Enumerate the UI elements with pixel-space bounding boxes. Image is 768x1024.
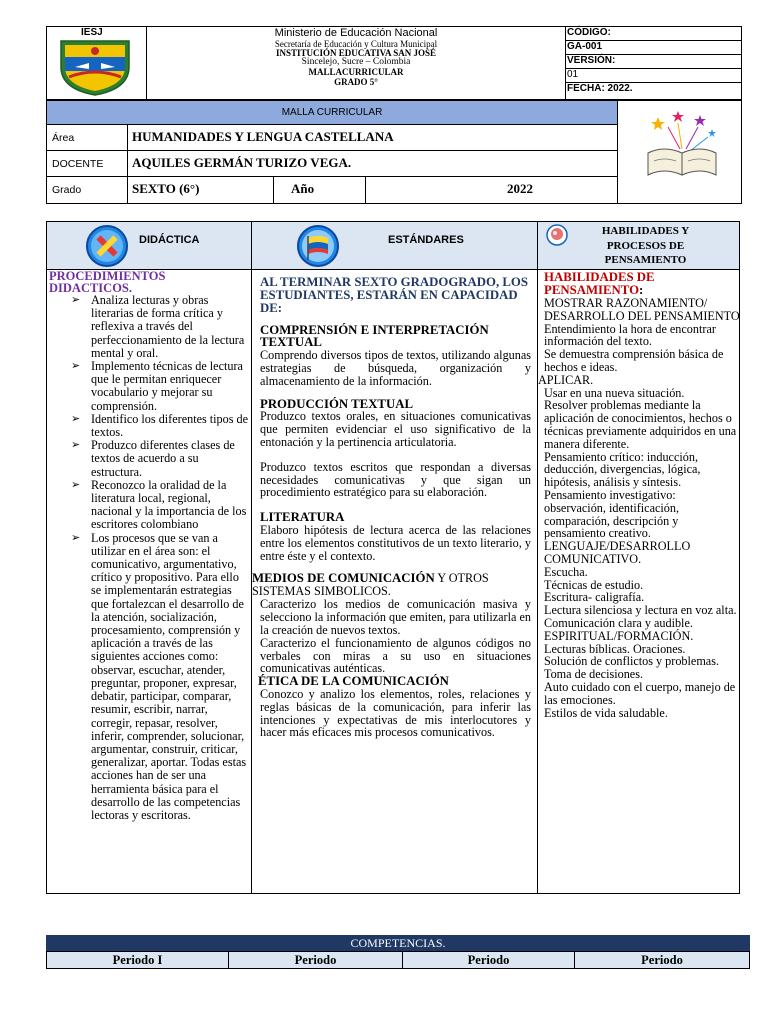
hab-line: ESPIRITUAL/FORMACIÓN. — [544, 628, 694, 643]
malla-title: MALLA CURRICULAR — [46, 100, 618, 125]
didactica-list — [47, 294, 251, 822]
habilidades-title: HABILIDADES Y PROCESOS DE PENSAMIENTO — [601, 225, 690, 266]
list-item: ➢ Identifico los diferentes tipos de textos. — [91, 413, 251, 439]
s4-title: MEDIOS DE COMUNICACIÓN Y OTROS SISTEMAS SIMBOLICOS. — [252, 571, 489, 599]
code-value: GA-001 — [566, 41, 742, 55]
s4-text-2: Caracterizo el funcionamiento de algunos códigos no verbales con miras a su uso en situaciones comunicativas auténticas. — [260, 635, 531, 676]
pencil-ruler-icon — [85, 224, 129, 268]
malla-line: MALLACURRICULAR — [308, 67, 404, 78]
hab-line: Resolver problemas mediante la aplicación de conocimientos, hechos o técnicas previamente adquiridos en una manera diferente. — [544, 398, 737, 451]
header-meta — [566, 27, 742, 99]
estandares-title: ESTÁNDARES — [388, 234, 464, 246]
competencias-title: COMPETENCIAS. — [46, 935, 750, 951]
hab-line: Lecturas bíblicas. Oraciones. — [544, 641, 686, 656]
secretaria-line: Secretaría de Educación y Cultura Municipal — [274, 38, 438, 49]
hab-line: Escucha. — [544, 564, 588, 579]
list-item: ➢ Analiza lecturas y obras literarias de forma crítica y reflexiva a través del perfeccionamiento de la lectura mental y oral. — [91, 294, 251, 360]
book-illustration-cell — [618, 100, 742, 204]
area-row — [46, 125, 618, 151]
hab-line: Estilos de vida saludable. — [544, 705, 668, 720]
period-cell: Periodo — [229, 952, 403, 968]
habilidades-header — [538, 222, 739, 270]
ministry-line: Ministerio de Educación Nacional — [274, 27, 438, 39]
docente-label: DOCENTE — [47, 151, 128, 176]
hab-line: Lectura silenciosa y lectura en voz alta. — [544, 603, 737, 618]
main-table — [46, 221, 740, 894]
list-item: ➢ Implemento técnicas de lectura que le permitan enriquecer vocabulario y mejorar su comprensión. — [91, 360, 251, 413]
didactica-content — [47, 270, 251, 822]
city-line: Sincelejo, Sucre – Colombia — [301, 57, 411, 68]
hab-line: LENGUAJE/DESARROLLO COMUNICATIVO. — [544, 539, 691, 566]
year-label: Año — [291, 181, 315, 196]
header-table — [46, 26, 742, 100]
grado-row — [46, 177, 618, 204]
divider — [273, 177, 274, 203]
hab-line: APLICAR. — [538, 372, 594, 387]
period-cell: Periodo I — [47, 952, 229, 968]
date-label: FECHA: 2022. — [567, 83, 633, 94]
header-center — [147, 27, 566, 99]
institution-line: INSTITUCIÓN EDUCATIVA SAN JOSÉ — [276, 47, 436, 58]
habilidades-content — [538, 270, 740, 719]
hab-line: Solución de conflictos y problemas. Toma de decisiones. — [544, 654, 719, 682]
hab-line: Técnicas de estudio. — [544, 577, 644, 592]
hab-line: Usar en una nueva situación. — [544, 385, 685, 400]
divider — [365, 177, 366, 203]
s4-text-1: Caracterizo los medios de comunicación masiva y selecciono la información que emiten, para utilizarla en la creación de nuevos textos. — [260, 597, 531, 637]
s3-title: LITERATURA — [260, 510, 345, 525]
version-value: 01 — [566, 69, 742, 83]
estandares-header — [252, 222, 537, 270]
colombia-flag-icon — [296, 224, 340, 268]
docente-row — [46, 151, 618, 177]
hab-line: Entendimiento la hora de encontrar información del texto. — [544, 321, 716, 349]
s1-title: COMPRENSIÓN E INTERPRETACIÓN TEXTUAL — [260, 322, 489, 350]
list-item: ➢ Los procesos que se van a utilizar en el área son: el comunicativo, argumentativo, crítico y propositivo. Para ello se implementarán estrategias que fortalezcan el desarrollo de la atención, socialización, procesamiento, comprensión y aplicación a través de las siguientes acciones como: observar, escuchar, atender, preguntar, proponer, expresar, debatir, participar, comparar, resumir, escribir, narrar, corregir, repasar, resolver, inferir, comprender, solucionar, argumentar, construir, criticar, generalizar, aportar. Todas estas acciones han de ser una herramienta básica para el desarrollo de las competencias lectoras y escritoras. — [91, 532, 251, 822]
s2-text-1: Produzco textos orales, en situaciones comunicativas que permiten evidenciar el uso significativo de la entonación y la pertinencia articulatoria. — [260, 409, 531, 449]
year-value: 2022 — [507, 181, 533, 196]
estandares-intro: AL TERMINAR SEXTO GRADOGRADO, LOS ESTUDIANTES, ESTARÁN EN CAPACIDAD DE: — [260, 275, 528, 316]
period-cell: Periodo — [403, 952, 575, 968]
didactica-title: DIDÁCTICA — [139, 234, 200, 246]
school-logo-cell — [47, 27, 147, 99]
logo-text: IESJ — [81, 27, 103, 38]
s5-title: ÉTICA DE LA COMUNICACIÓN — [258, 674, 449, 689]
period-cell: Periodo — [641, 953, 683, 967]
habilidades-content-title: HABILIDADES DE PENSAMIENTO: — [544, 270, 655, 297]
area-value: HUMANIDADES Y LENGUA CASTELLANA — [132, 129, 394, 144]
hab-line: Pensamiento crítico: inducción, deducción, divergencias, lógica, hipótesis, análisis y síntesis. — [544, 449, 701, 490]
docente-value: AQUILES GERMÁN TURIZO VEGA. — [132, 155, 352, 170]
hab-line: Auto cuidado con el cuerpo, manejo de las emociones. — [544, 679, 736, 707]
s3-text: Elaboro hipótesis de lectura acerca de las relaciones entre los elementos constitutivos de un texto literario, y entre éste y el contexto. — [260, 522, 531, 563]
hab-line: MOSTRAR RAZONAMIENTO/ DESARROLLO DEL PENSAMIENTO — [544, 296, 740, 323]
s2-text-2: Produzco textos escritos que respondan a diversas necesidades comunicativas y que sigan un procedimiento estratégico para su elaboración. — [260, 459, 531, 500]
s2-title: PRODUCCIÓN TEXTUAL — [260, 396, 413, 411]
grado-line: GRADO 5° — [334, 76, 378, 87]
hab-line: Escritura- caligrafía. — [544, 590, 645, 605]
list-item: ➢ Produzco diferentes clases de textos de acuerdo a su estructura. — [91, 439, 251, 479]
hab-line: Pensamiento investigativo: observación, identificación, comparación, descripción y pensamiento creativo. — [544, 487, 680, 541]
hab-line: Se demuestra comprensión básica de hechos e ideas. — [544, 347, 724, 374]
hab-line: Comunicación clara y audible. — [544, 615, 693, 630]
school-shield-icon — [55, 37, 135, 97]
list-item: ➢ Reconozco la oralidad de la literatura local, regional, nacional y la importancia de los escritores colombiano — [91, 479, 251, 532]
grado-label: Grado — [47, 177, 128, 203]
code-label: CÓDIGO: — [566, 27, 742, 41]
didactica-header — [47, 222, 251, 270]
area-label: Área — [47, 125, 128, 150]
procedimientos-title: PROCEDIMIENTOS DIDACTICOS. — [49, 269, 166, 295]
grado-value: SEXTO (6°) — [132, 181, 200, 196]
s1-text: Comprendo diversos tipos de textos, utilizando algunas estrategias de búsqueda, organización y almacenamiento de la información. — [260, 348, 531, 388]
estandares-content — [252, 270, 537, 739]
open-book-stars-icon — [644, 109, 720, 179]
version-label: VERSIÓN: — [566, 55, 742, 69]
s5-text: Conozco y analizo los elementos, roles, relaciones y reglas básicas de la comunicación, para inferir las intenciones y expectativas de mis interlocutores y hacer más eficaces mis procesos comunicativos. — [260, 686, 531, 740]
periods-row — [46, 951, 750, 969]
